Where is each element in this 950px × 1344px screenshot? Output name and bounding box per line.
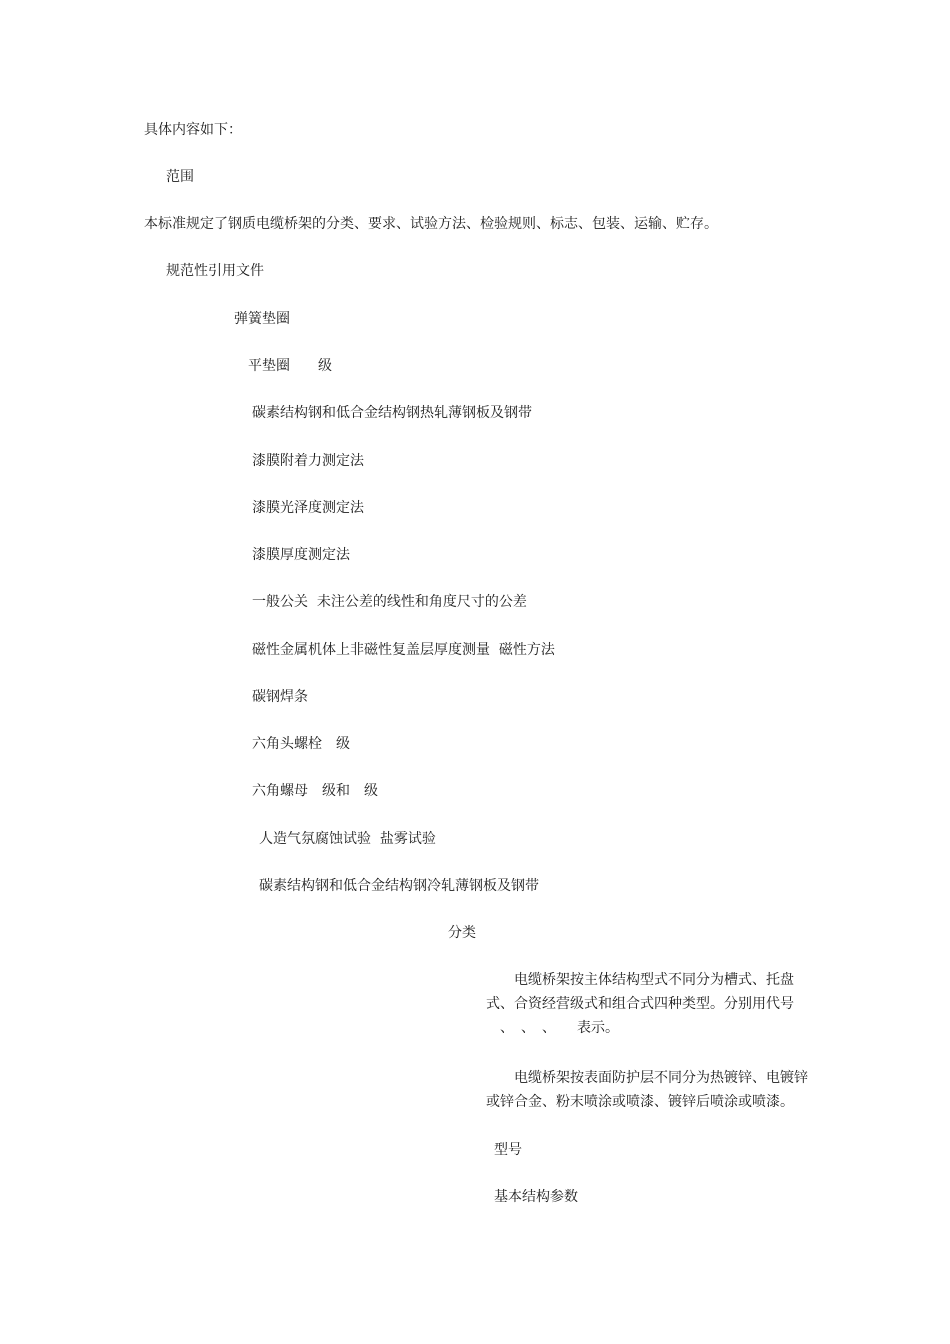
reference-item: 一般公关 未注公差的线性和角度尺寸的公差 — [252, 594, 527, 610]
heading-scope: 范围 — [166, 169, 194, 185]
heading-classification: 分类 — [448, 925, 476, 941]
classification-paragraph-coating — [486, 1066, 810, 1114]
intro-text: 具体内容如下： — [144, 122, 242, 138]
heading-model: 型号 — [494, 1142, 522, 1158]
paragraph-line: 式、合资经营级式和组合式四种类型。分别用代号 — [486, 996, 794, 1012]
reference-item: 磁性金属机体上非磁性复盖层厚度测量 磁性方法 — [252, 642, 555, 658]
reference-item: 漆膜附着力测定法 — [252, 453, 364, 469]
reference-item: 平垫圈 级 — [248, 358, 332, 374]
reference-item: 人造气氛腐蚀试验 盐雾试验 — [259, 831, 436, 847]
reference-item: 六角螺母 级和 级 — [252, 783, 378, 799]
paragraph-line: 或锌合金、粉末喷涂或喷漆、镀锌后喷涂或喷漆。 — [486, 1094, 794, 1110]
scope-text: 本标准规定了钢质电缆桥架的分类、要求、试验方法、检验规则、标志、包装、运输、贮存。 — [144, 216, 718, 232]
paragraph-line: 、 、 、 表示。 — [486, 1020, 619, 1036]
paragraph-line: 电缆桥架按表面防护层不同分为热镀锌、电镀锌 — [486, 1070, 808, 1086]
reference-item: 漆膜光泽度测定法 — [252, 500, 364, 516]
heading-normative-references: 规范性引用文件 — [166, 263, 264, 279]
paragraph-line: 电缆桥架按主体结构型式不同分为槽式、托盘 — [486, 972, 794, 988]
reference-item: 碳素结构钢和低合金结构钢热轧薄钢板及钢带 — [252, 405, 532, 421]
reference-item: 漆膜厚度测定法 — [252, 547, 350, 563]
reference-item: 碳素结构钢和低合金结构钢冷轧薄钢板及钢带 — [259, 878, 539, 894]
reference-item: 碳钢焊条 — [252, 689, 308, 705]
reference-item: 弹簧垫圈 — [234, 311, 290, 327]
classification-paragraph-structure — [486, 968, 810, 1040]
reference-item: 六角头螺栓 级 — [252, 736, 350, 752]
heading-basic-parameters: 基本结构参数 — [494, 1189, 578, 1205]
